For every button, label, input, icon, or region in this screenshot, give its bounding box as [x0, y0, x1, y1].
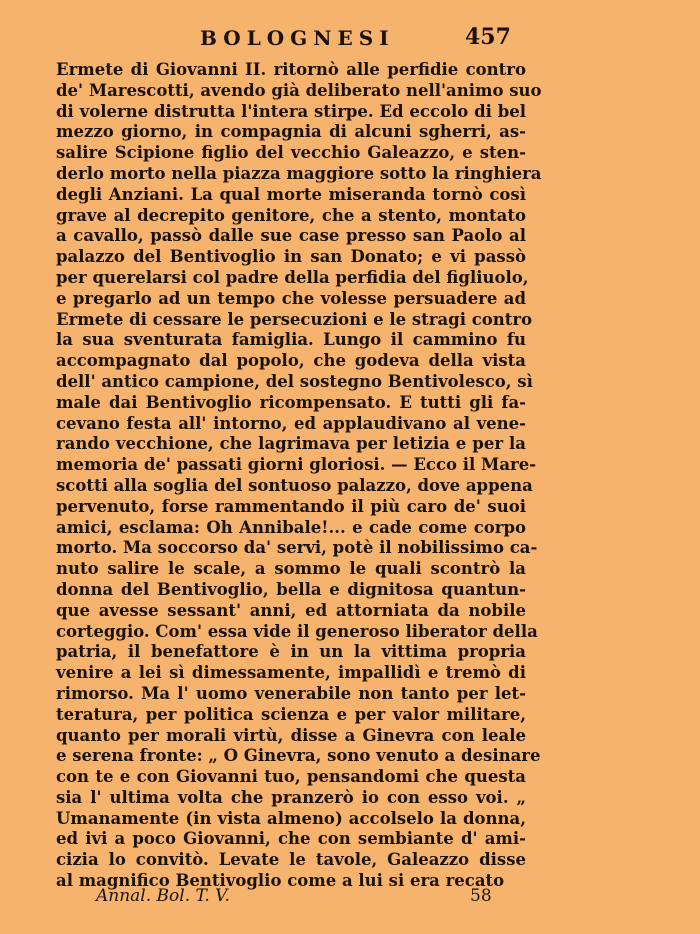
text-line: salire Scipione figlio del vecchio Galeazzo, e sten-	[56, 143, 526, 163]
text-line: memoria de' passati giorni gloriosi. — Ecco il Mare-	[56, 455, 537, 475]
text-line: cizia lo convitò. Levate le tavole, Galeazzo disse	[56, 850, 526, 870]
text-line: con te e con Giovanni tuo, pensandomi che questa	[56, 767, 526, 787]
text-line: per querelarsi col padre della perfidia del figliuolo,	[56, 267, 529, 287]
text-line: la sua sventurata famiglia. Lungo il cammino fu	[56, 330, 526, 350]
body-text	[56, 60, 542, 892]
text-line: rimorso. Ma l' uomo venerabile non tanto per let-	[56, 683, 526, 703]
text-line: di volerne distrutta l'intera stirpe. Ed eccolo di bel	[56, 101, 526, 121]
text-line: male dai Bentivoglio ricompensato. E tutti gli fa-	[56, 392, 526, 412]
page-number: 457	[465, 24, 511, 50]
printer-signature: Annal. Bol. T. V.	[96, 886, 230, 906]
text-line: cevano festa all' intorno, ed applaudivano al vene-	[56, 413, 526, 433]
text-line: corteggio. Com' essa vide il generoso liberator della	[56, 621, 538, 641]
text-line: que avesse sessant' anni, ed attorniata da nobile	[56, 600, 526, 620]
text-line: accompagnato dal popolo, che godeva della vista	[56, 351, 526, 371]
text-line: al magnifico Bentivoglio come a lui si era recato	[56, 871, 505, 891]
text-line: palazzo del Bentivoglio in san Donato; e vi passò	[56, 247, 526, 267]
text-line: Umanamente (in vista almeno) accolselo la donna,	[56, 808, 526, 828]
text-line: venire a lei sì dimessamente, impallidì e tremò di	[56, 663, 526, 683]
text-line: de' Marescotti, avendo già deliberato nell'animo suo	[56, 80, 542, 100]
text-line: rando vecchione, che lagrimava per letizia e per la	[56, 434, 526, 454]
text-line: e pregarlo ad un tempo che volesse persuadere ad	[56, 288, 526, 308]
text-line: teratura, per politica scienza e per valor militare,	[56, 704, 526, 724]
text-line: pervenuto, forse rammentando il più caro de' suoi	[56, 496, 526, 516]
text-line: amici, esclama: Oh Annibale!... e cade come corpo	[56, 517, 526, 537]
text-line: degli Anziani. La qual morte miseranda tornò così	[56, 184, 526, 204]
running-title: BOLOGNESI	[200, 26, 395, 50]
text-line: Ermete di Giovanni II. ritornò alle perfidie contro	[56, 60, 526, 79]
text-line: sia l' ultima volta che pranzerò io con esso voi. „	[56, 787, 526, 807]
page-header	[0, 22, 700, 52]
text-line: morto. Ma soccorso da' servi, potè il nobilissimo ca-	[56, 538, 538, 558]
text-line: grave al decrepito genitore, che a stento, montato	[56, 205, 526, 225]
text-line: dell' antico campione, del sostegno Bentivolesco, sì	[56, 371, 533, 391]
text-line: e serena fronte: „ O Ginevra, sono venuto a desinare	[56, 746, 541, 766]
text-line: scotti alla soglia del sontuoso palazzo, dove appena	[56, 475, 533, 495]
text-line: donna del Bentivoglio, bella e dignitosa quantun-	[56, 579, 526, 599]
text-line: Ermete di cessare le persecuzioni e le stragi contro	[56, 309, 533, 329]
text-line: a cavallo, passò dalle sue case presso san Paolo al	[56, 226, 526, 246]
page-footer	[0, 886, 700, 910]
text-line: mezzo giorno, in compagnia di alcuni sgherri, as-	[56, 122, 526, 142]
text-line: derlo morto nella piazza maggiore sotto la ringhiera	[56, 163, 542, 183]
signature-number: 58	[470, 886, 492, 906]
text-line: nuto salire le scale, a sommo le quali scontrò la	[56, 559, 526, 579]
text-line: ed ivi a poco Giovanni, che con sembiante d' ami-	[56, 829, 526, 849]
text-line: quanto per morali virtù, disse a Ginevra con leale	[56, 725, 526, 745]
text-line: patria, il benefattore è in un la vittima propria	[56, 642, 526, 662]
